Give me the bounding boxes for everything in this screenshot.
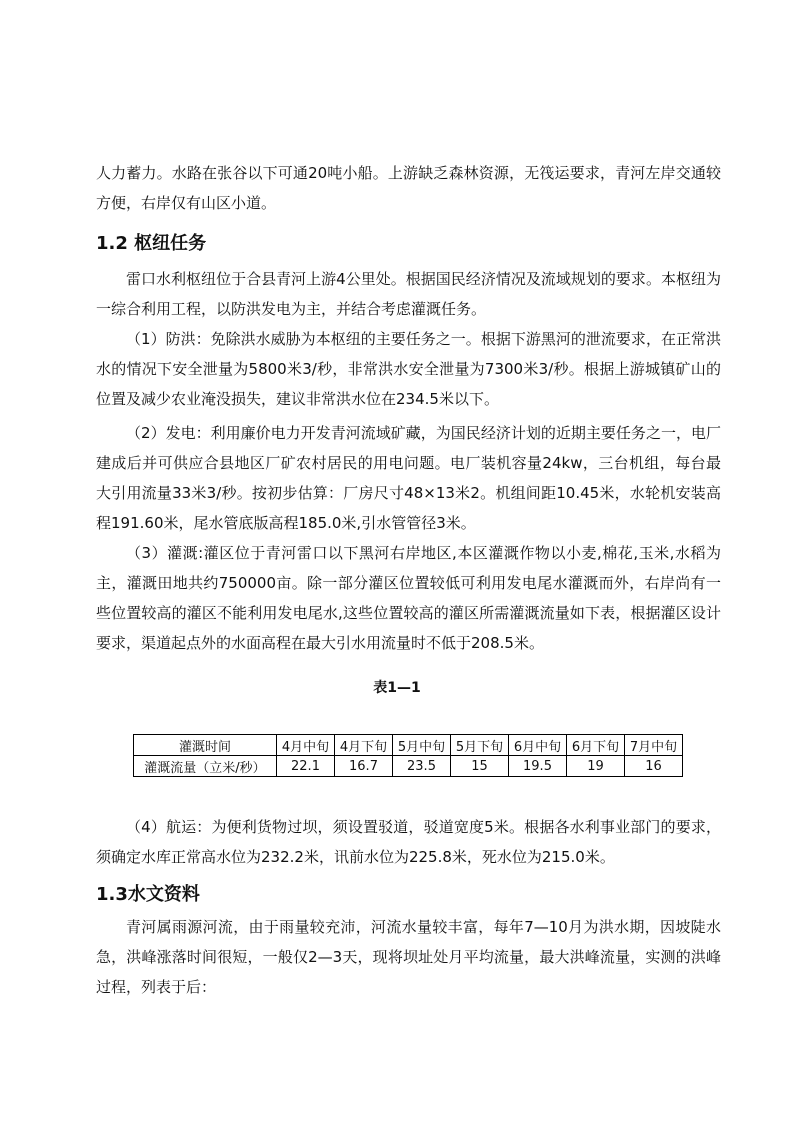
table-cell: 6月中旬: [509, 735, 567, 756]
paragraph-transport: [96, 158, 721, 218]
table-cell: 19: [567, 756, 625, 777]
paragraph-irrigation: [96, 538, 721, 658]
paragraph-text: 雷口水利枢纽位于合县青河上游4公里处。根据国民经济情况及流域规划的要求。本枢纽为一综合利用工程，以防洪发电为主，并结合考虑灌溉任务。: [96, 270, 721, 318]
paragraph-text: 青河属雨源河流，由于雨量较充沛，河流水量较丰富，每年7—10月为洪水期，因坡陡水急，洪峰涨落时间很短，一般仅2—3天，现将坝址处月平均流量，最大洪峰流量，实测的洪峰过程，列表于后：: [96, 918, 721, 996]
paragraph-power-generation: [96, 418, 721, 538]
table-cell: 5月中旬: [393, 735, 451, 756]
paragraph-navigation: [96, 812, 721, 872]
table-cell: 19.5: [509, 756, 567, 777]
table-cell: 16.7: [335, 756, 393, 777]
table-cell: 5月下旬: [451, 735, 509, 756]
table-header-cell: 灌溉流量（立米/秒）: [134, 756, 277, 777]
table-caption: 表1—1: [373, 680, 421, 696]
table-cell: 4月中旬: [277, 735, 335, 756]
paragraph-text: （3）灌溉:灌区位于青河雷口以下黑河右岸地区,本区灌溉作物以小麦,棉花,玉米,水稻为主，灌溉田地共约750000亩。除一部分灌区位置较低可利用发电尾水灌溉而外，右岸尚有一些位置较高的灌区不能利用发电尾水,这些位置较高的灌区所需灌溉流量如下表，根据灌区设计要求，渠道起点外的水面高程在最大引水用流量时不低于208.5米。: [96, 544, 721, 652]
table-cell: 7月中旬: [625, 735, 683, 756]
table-header-cell: 灌溉时间: [134, 735, 277, 756]
table-cell: 6月下旬: [567, 735, 625, 756]
table-row: [134, 735, 683, 756]
paragraph-text: 人力蓄力。水路在张谷以下可通20吨小船。上游缺乏森林资源，无筏运要求，青河左岸交通较方便，右岸仅有山区小道。: [96, 164, 721, 212]
paragraph-flood-control: [96, 324, 721, 414]
paragraph-intro: [96, 264, 721, 324]
table-row: [134, 756, 683, 777]
table-cell: 23.5: [393, 756, 451, 777]
section-heading-1-2: 1.2 枢纽任务: [96, 233, 207, 254]
table-cell: 22.1: [277, 756, 335, 777]
paragraph-text: （1）防洪：免除洪水威胁为本枢纽的主要任务之一。根据下游黑河的泄流要求，在正常洪水的情况下安全泄量为5800米3/秒，非常洪水安全泄量为7300米3/秒。根据上游城镇矿山的位置及减少农业淹没损失，建议非常洪水位在234.5米以下。: [96, 330, 721, 408]
table-cell: 15: [451, 756, 509, 777]
table-cell: 16: [625, 756, 683, 777]
irrigation-flow-table: [133, 734, 683, 777]
paragraph-text: （4）航运：为便利货物过坝，须设置驳道，驳道宽度5米。根据各水利事业部门的要求，须确定水库正常高水位为232.2米，讯前水位为225.8米，死水位为215.0米。: [96, 818, 721, 866]
section-heading-1-3: 1.3水文资料: [96, 884, 200, 905]
paragraph-text: （2）发电：利用廉价电力开发青河流域矿藏，为国民经济计划的近期主要任务之一，电厂建成后并可供应合县地区厂矿农村居民的用电问题。电厂装机容量24kw，三台机组，每台最大引用流量33米3/秒。按初步估算：厂房尺寸48×13米2。机组间距10.45米，水轮机安装高程191.60米，尾水管底版高程185.0米,引水管管径3米。: [96, 424, 721, 532]
table-cell: 4月下旬: [335, 735, 393, 756]
paragraph-hydrology: [96, 912, 721, 1002]
